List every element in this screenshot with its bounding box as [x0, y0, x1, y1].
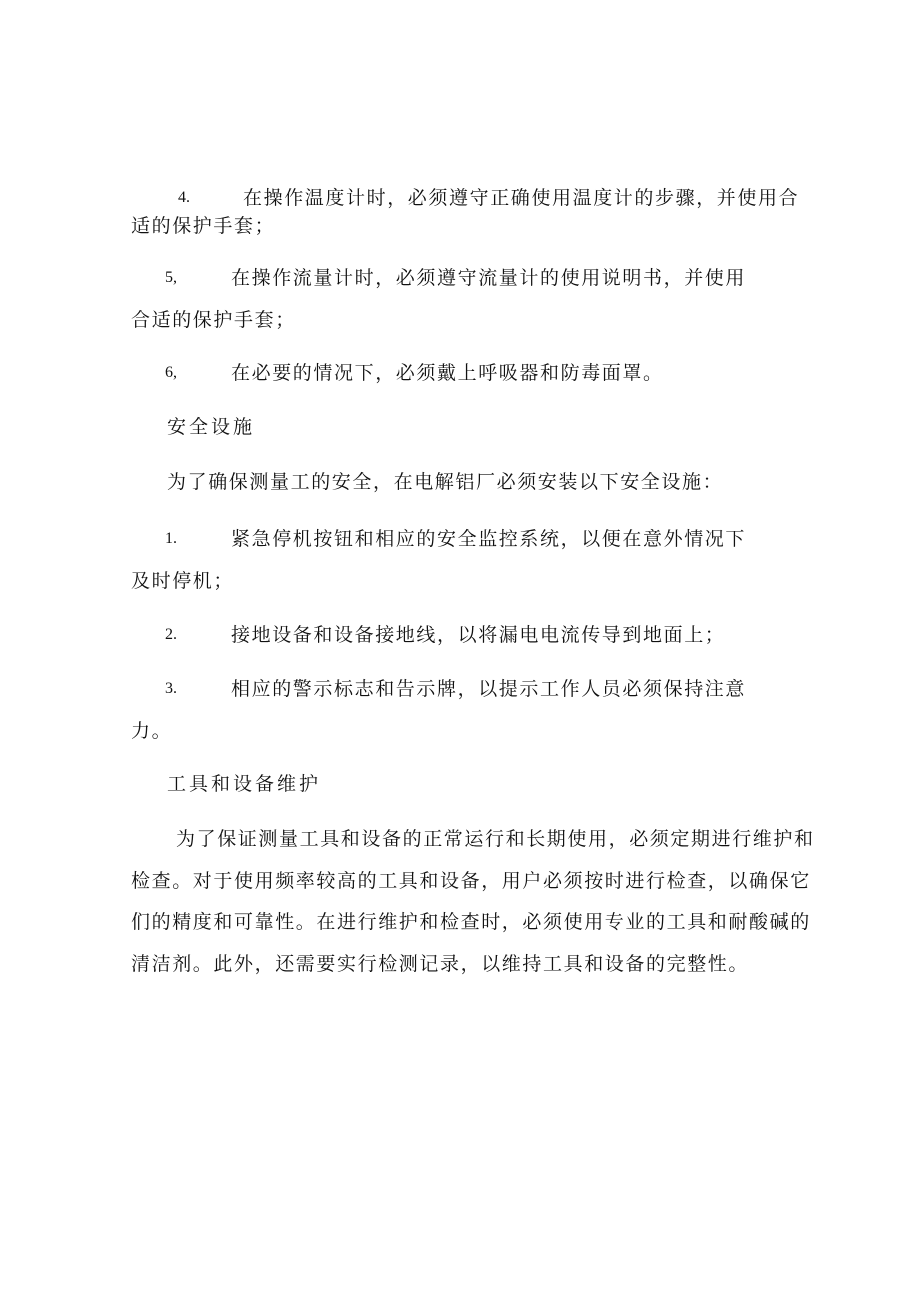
paragraph-line: 清洁剂。此外，还需要实行检测记录，以维持工具和设备的完整性。: [131, 953, 750, 975]
list-item-text: 在必要的情况下，必须戴上呼吸器和防毒面罩。: [231, 362, 664, 384]
list-number: 5,: [165, 269, 177, 286]
paragraph-line: 为了保证测量工具和设备的正常运行和长期使用，必须定期进行维护和: [176, 828, 815, 850]
paragraph-line: 检查。对于使用频率较高的工具和设备，用户必须按时进行检查，以确保它: [131, 870, 811, 892]
list-item-text: 接地设备和设备接地线，以将漏电电流传导到地面上；: [231, 624, 726, 646]
list-number: 3.: [165, 680, 177, 697]
list-item-text-cont: 适的保护手套；: [131, 215, 276, 237]
list-item-text: 在操作流量计时，必须遵守流量计的使用说明书，并使用: [231, 267, 747, 289]
section-heading-safety: 安全设施: [167, 416, 256, 438]
section-intro: 为了确保测量工的安全，在电解铝厂必须安装以下安全设施：: [167, 471, 724, 493]
list-item-text-cont: 及时停机；: [131, 570, 235, 592]
section-heading-maintenance: 工具和设备维护: [167, 773, 322, 795]
list-item-text-cont: 合适的保护手套；: [131, 309, 296, 331]
list-item-text: 紧急停机按钮和相应的安全监控系统，以便在意外情况下: [231, 528, 747, 550]
list-item-text: 相应的警示标志和告示牌，以提示工作人员必须保持注意: [231, 678, 747, 700]
list-number: 6,: [165, 364, 177, 381]
paragraph-line: 们的精度和可靠性。在进行维护和检查时，必须使用专业的工具和耐酸碱的: [131, 911, 811, 933]
list-number: 4.: [178, 189, 190, 206]
list-number: 1.: [165, 530, 177, 547]
list-item-text-cont: 力。: [131, 720, 173, 742]
list-item-text: 在操作温度计时，必须遵守正确使用温度计的步骤，并使用合: [243, 187, 800, 209]
list-number: 2.: [165, 626, 177, 643]
